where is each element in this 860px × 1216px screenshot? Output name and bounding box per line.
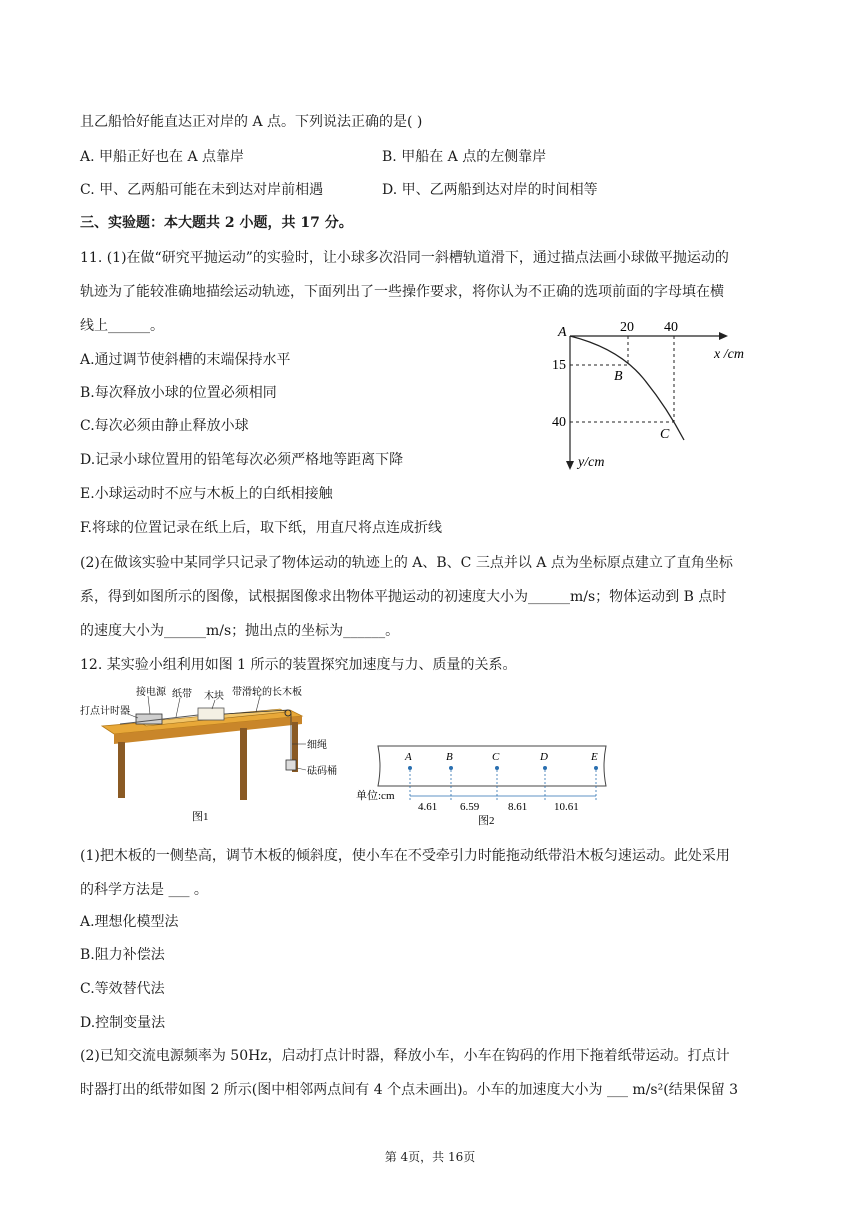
q11-option-c: C.每次必须由静止释放小球 (80, 418, 249, 434)
tape-label-a: A (405, 751, 412, 763)
timer-device (136, 714, 162, 724)
label-bucket: 砝码桶 (307, 766, 337, 777)
gap-de: 10.61 (554, 801, 579, 813)
tape-unit: 单位:cm (356, 790, 395, 802)
point-c-label: C (660, 427, 670, 442)
x-axis-arrow (719, 332, 728, 340)
q10-option-b: B. 甲船在 A 点的左侧靠岸 (382, 149, 547, 165)
q10-option-d: D. 甲、乙两船到达对岸的时间相等 (382, 182, 598, 198)
y-tick-40: 40 (552, 415, 566, 430)
origin-label: A (558, 325, 567, 340)
q11-intro-line-2: 轨迹为了能较准确地描绘运动轨迹，下面列出了一些操作要求，将你认为不正确的选项前面的字母填在横 (80, 284, 724, 300)
q12-part1-line-1: (1)把木板的一侧垫高，调节木板的倾斜度，使小车在不受牵引力时能拖动纸带沿木板匀速运动。此处采用 (80, 848, 730, 864)
x-axis-label: x /cm (714, 347, 744, 362)
leader-line (176, 698, 180, 717)
table-leg (118, 742, 125, 798)
q12-option-c: C.等效替代法 (80, 981, 165, 997)
q11-part2-line-3: 的速度大小为______m/s；抛出点的坐标为______。 (80, 623, 400, 639)
fig2-caption: 图2 (478, 815, 495, 827)
tape-point-b (449, 766, 453, 770)
leader-line (256, 696, 260, 712)
q11-part2-line-1: (2)在做该实验中某同学只记录了物体运动的轨迹上的 A、B、C 三点并以 A 点为坐标原点建立了直角坐标 (80, 555, 733, 571)
wooden-block (198, 708, 224, 720)
label-block: 木块 (204, 691, 224, 702)
trajectory-graph (548, 318, 768, 478)
tape-label-b: B (446, 751, 453, 763)
q11-option-d: D.记录小球位置用的铅笔每次必须严格地等距离下降 (80, 452, 404, 468)
leader-line (148, 696, 150, 714)
q12-part2-line-2: 时器打出的纸带如图 2 所示(图中相邻两点间有 4 个点未画出)。小车的加速度大小为 ___ m/s²(结果保留 3 (80, 1082, 739, 1098)
q11-option-b: B.每次释放小球的位置必须相同 (80, 385, 277, 401)
leader-line (297, 768, 306, 770)
point-b-label: B (614, 369, 623, 384)
tape-point-d (543, 766, 547, 770)
q12-option-d: D.控制变量法 (80, 1015, 166, 1031)
q11-intro-line-1: 11. (1)在做“研究平抛运动”的实验时，让小球多次沿同一斜槽轨道滑下，通过描点法画小球做平抛运动的 (80, 250, 729, 266)
fig1-caption: 图1 (192, 811, 209, 823)
tape-point-c (495, 766, 499, 770)
x-tick-20: 20 (620, 320, 634, 335)
table-leg (240, 728, 247, 800)
tape-label-c: C (492, 751, 500, 763)
label-power: 接电源 (136, 687, 166, 698)
label-tape: 纸带 (172, 689, 192, 700)
tape-point-e (594, 766, 598, 770)
gap-cd: 8.61 (508, 801, 528, 813)
y-axis-arrow (566, 461, 574, 470)
label-board: 带滑轮的长木板 (232, 687, 302, 698)
y-axis-label: y/cm (578, 455, 605, 470)
weight-bucket (286, 760, 296, 770)
tape-label-e: E (591, 751, 598, 763)
x-tick-40: 40 (664, 320, 678, 335)
gap-bc: 6.59 (460, 801, 480, 813)
tape-label-d: D (540, 751, 548, 763)
page-footer: 第 4页，共 16页 (384, 1150, 476, 1164)
q10-option-a: A. 甲船正好也在 A 点靠岸 (80, 149, 245, 165)
tape-point-a (408, 766, 412, 770)
label-string: 细绳 (307, 740, 327, 751)
apparatus-figure (80, 684, 337, 824)
q12-option-b: B.阻力补偿法 (80, 947, 165, 963)
q11-option-a: A.通过调节使斜槽的末端保持水平 (80, 352, 291, 368)
q12-part2-line-1: (2)已知交流电源频率为 50Hz，启动打点计时器，释放小车，小车在钩码的作用下拖着纸带运动。打点计 (80, 1048, 730, 1064)
q11-option-f: F.将球的位置记录在纸上后，取下纸，用直尺将点连成折线 (80, 520, 442, 536)
trajectory-curve (570, 336, 684, 440)
q12-intro: 12. 某实验小组利用如图 1 所示的装置探究加速度与力、质量的关系。 (80, 657, 517, 673)
q10-tail: 且乙船恰好能直达正对岸的 A 点。下列说法正确的是( ) (80, 114, 423, 130)
y-tick-15: 15 (552, 358, 566, 373)
section-heading: 三、实验题：本大题共 2 小题，共 17 分。 (80, 215, 353, 231)
q11-part2-line-2: 系，得到如图所示的图像，试根据图像求出物体平抛运动的初速度大小为______m/s；物体运动到 B 点时 (80, 589, 727, 605)
label-timer: 打点计时器 (80, 706, 130, 717)
q11-intro-line-3: 线上______。 (80, 318, 164, 334)
q12-part1-line-2: 的科学方法是 ___ 。 (80, 882, 208, 898)
q10-option-c: C. 甲、乙两船可能在未到达对岸前相遇 (80, 182, 324, 198)
paper-tape-figure (356, 738, 616, 828)
q12-option-a: A.理想化模型法 (80, 914, 179, 930)
q11-option-e: E.小球运动时不应与木板上的白纸相接触 (80, 486, 333, 502)
gap-ab: 4.61 (418, 801, 438, 813)
